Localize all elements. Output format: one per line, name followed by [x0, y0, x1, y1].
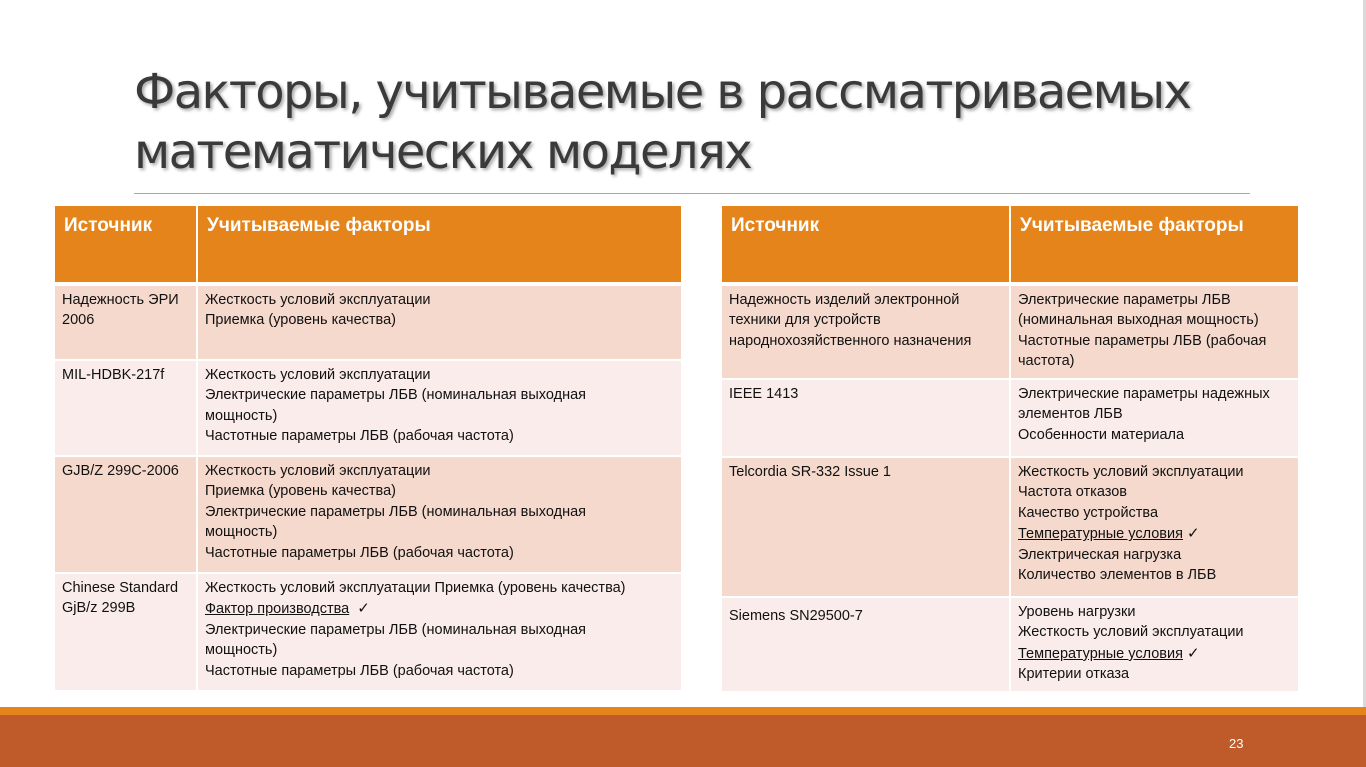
source-line: 2006	[62, 312, 95, 329]
check-icon: ✓	[357, 599, 370, 618]
source-cell	[722, 597, 1010, 691]
title-line-2: математических моделях	[134, 124, 752, 180]
header-source: Источник	[722, 206, 1010, 284]
source-cell	[55, 456, 197, 573]
source-cell	[55, 360, 197, 456]
source-cell	[55, 284, 197, 360]
source-line: Надежность ЭРИ	[62, 292, 179, 308]
factors-cell	[197, 284, 681, 360]
factor-item: частота)	[1018, 353, 1075, 370]
factor-item: Жесткость условий эксплуатации	[205, 367, 431, 383]
table-row	[55, 284, 681, 360]
factors-cell	[197, 360, 681, 456]
factor-item: Частотные параметры ЛБВ (рабочая частота)	[205, 662, 514, 679]
factors-cell	[1010, 379, 1298, 457]
header-source: Источник	[55, 206, 197, 284]
slide-title	[134, 62, 1254, 182]
source-line: Siemens SN29500-7	[729, 608, 863, 624]
factor-item: Критерии отказа	[1018, 666, 1130, 683]
factor-item: Особенности материала	[1018, 426, 1185, 443]
footer-band	[0, 715, 1366, 767]
check-icon: ✓	[1187, 643, 1200, 662]
factors-cell	[197, 456, 681, 573]
factors-table-right	[722, 206, 1298, 691]
table-row	[722, 284, 1298, 379]
check-icon: ✓	[1187, 524, 1200, 543]
factor-item: Жесткость условий эксплуатации	[1018, 464, 1244, 480]
factor-item: Электрическая нагрузка	[1018, 546, 1182, 563]
factor-item: Приемка (уровень качества)	[205, 312, 396, 329]
factor-item: Жесткость условий эксплуатации	[205, 292, 431, 308]
factor-text: Температурные условия	[1018, 645, 1183, 662]
factors-table-left	[55, 206, 681, 690]
factor-item: мощность)	[205, 642, 278, 659]
factor-item: Уровень нагрузки	[1018, 604, 1136, 620]
factors-cell	[197, 573, 681, 690]
factor-item: Электрические параметры ЛБВ (номинальная выходная	[205, 503, 587, 520]
source-cell	[55, 573, 197, 690]
factor-item: Частота отказов	[1018, 484, 1127, 501]
page-number: 23	[1229, 736, 1244, 751]
factor-item-marked	[205, 598, 674, 619]
factor-item: Электрические параметры надежных	[1018, 386, 1270, 402]
factor-item: Количество элементов в ЛБВ	[1018, 567, 1217, 584]
title-line-1: Факторы, учитываемые в рассматриваемых	[134, 64, 1191, 120]
source-cell	[722, 457, 1010, 597]
source-line: Надежность изделий электронной	[729, 292, 960, 308]
factor-item: элементов ЛБВ	[1018, 406, 1123, 423]
factor-text: Фактор производства	[205, 601, 350, 618]
table-row	[722, 379, 1298, 457]
factor-item: Жесткость условий эксплуатации Приемка (уровень качества)	[205, 580, 626, 596]
factor-item: Частотные параметры ЛБВ (рабочая частота)	[205, 428, 514, 445]
factors-cell	[1010, 284, 1298, 379]
source-cell	[722, 379, 1010, 457]
source-line: народнохозяйственного назначения	[729, 332, 972, 349]
factor-item: Частотные параметры ЛБВ (рабочая частота)	[205, 544, 514, 561]
table-row	[55, 573, 681, 690]
factor-text: Температурные условия	[1018, 526, 1183, 543]
table-row	[55, 360, 681, 456]
source-line: GJB/Z 299C-2006	[62, 463, 179, 479]
table-row	[722, 457, 1298, 597]
title-divider	[134, 193, 1250, 194]
table-header-row	[55, 206, 681, 284]
source-cell	[722, 284, 1010, 379]
table-header-row	[722, 206, 1298, 284]
source-line: техники для устройств	[729, 312, 881, 329]
factor-item: Жесткость условий эксплуатации	[205, 463, 431, 479]
source-line: Telcordia SR-332 Issue 1	[729, 464, 891, 480]
factor-item: Приемка (уровень качества)	[205, 483, 396, 500]
source-line: Chinese Standard	[62, 580, 179, 596]
table-row	[722, 597, 1298, 691]
factor-item: мощность)	[205, 524, 278, 541]
factor-item-marked	[1018, 643, 1291, 664]
source-line: GjB/z 299B	[62, 600, 136, 617]
factor-item: Жесткость условий эксплуатации	[1018, 624, 1244, 641]
factor-item: Электрические параметры ЛБВ	[1018, 292, 1231, 308]
header-factors: Учитываемые факторы	[197, 206, 681, 284]
factor-item: мощность)	[205, 407, 278, 424]
source-line: IEEE 1413	[729, 386, 799, 402]
factors-cell	[1010, 457, 1298, 597]
factors-cell	[1010, 597, 1298, 691]
factor-item: (номинальная выходная мощность)	[1018, 312, 1259, 329]
factor-item: Электрические параметры ЛБВ (номинальная выходная	[205, 387, 587, 404]
table-row	[55, 456, 681, 573]
header-factors: Учитываемые факторы	[1010, 206, 1298, 284]
footer-accent-band	[0, 707, 1366, 715]
factor-item: Частотные параметры ЛБВ (рабочая	[1018, 332, 1267, 349]
factor-item: Электрические параметры ЛБВ (номинальная выходная	[205, 621, 587, 638]
factor-item-marked	[1018, 523, 1291, 544]
source-line: MIL-HDBK-217f	[62, 367, 165, 383]
factor-item: Качество устройства	[1018, 504, 1159, 521]
